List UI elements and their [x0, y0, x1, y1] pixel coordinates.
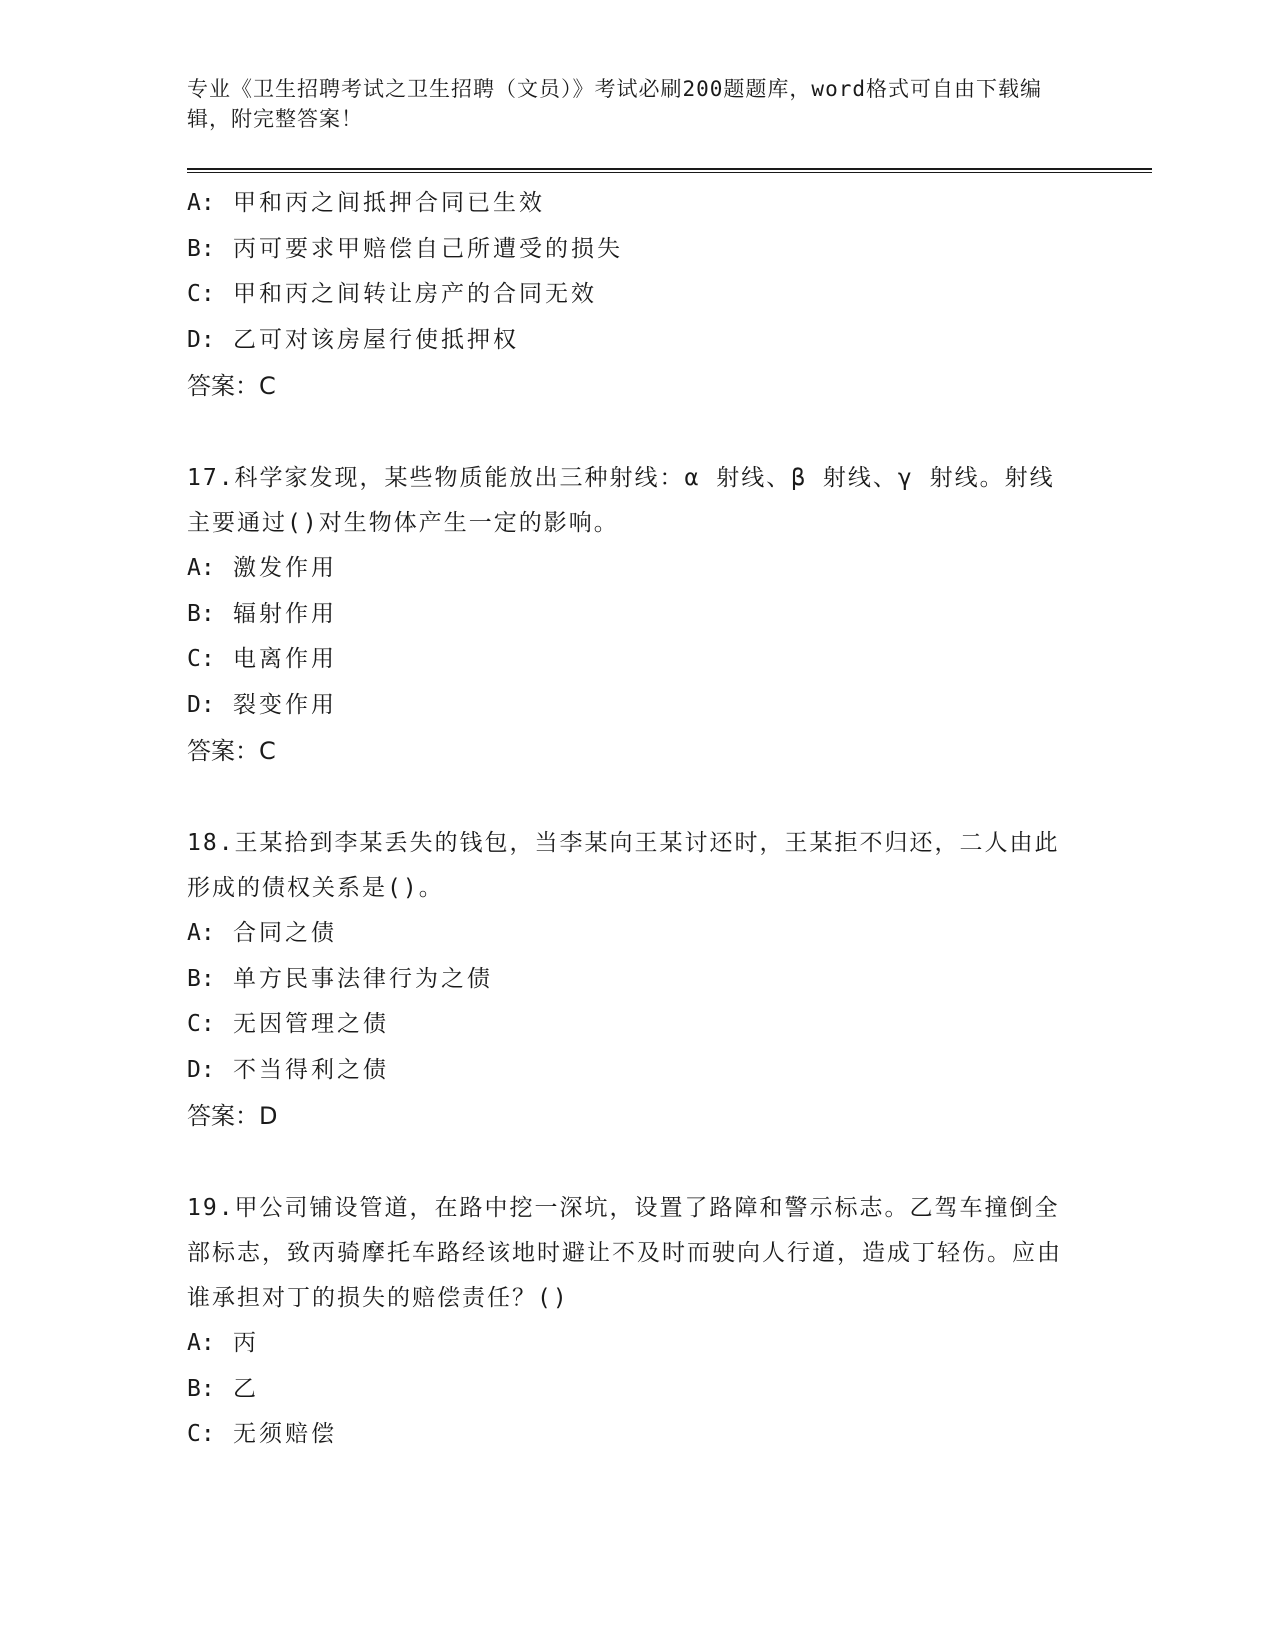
option-c	[187, 1412, 1157, 1458]
option-text: 不当得利之债	[233, 1056, 389, 1083]
option-letter: D:	[187, 1056, 215, 1083]
question-block-19	[187, 1186, 1157, 1458]
option-a	[187, 546, 1157, 592]
question-stem: 19.甲公司铺设管道，在路中挖一深坑，设置了路障和警示标志。乙驾车撞倒全部标志，致丙骑摩托车路经该地时避让不及时而驶向人行道，造成丁轻伤。应由谁承担对丁的损失的赔偿责任？()	[187, 1195, 1062, 1311]
option-b	[187, 227, 1157, 273]
header-divider	[187, 168, 1152, 173]
question-list	[187, 181, 1157, 1458]
option-a	[187, 1321, 1157, 1367]
answer-line: 答案：D	[187, 1102, 278, 1130]
option-text: 激发作用	[233, 555, 337, 581]
option-b	[187, 957, 1157, 1003]
option-letter: A:	[187, 190, 215, 216]
option-text: 丙	[233, 1330, 259, 1356]
option-letter: C:	[187, 1421, 215, 1447]
option-text: 电离作用	[233, 646, 337, 672]
option-text: 乙可对该房屋行使抵押权	[233, 326, 519, 353]
option-letter: B:	[187, 1375, 215, 1402]
option-letter: B:	[187, 600, 215, 627]
option-text: 乙	[233, 1375, 259, 1402]
option-letter: B:	[187, 965, 215, 992]
question-stem: 18.王某拾到李某丢失的钱包，当李某向王某讨还时，王某拒不归还，二人由此形成的债权关系是()。	[187, 830, 1060, 901]
question-block-16	[187, 181, 1157, 409]
option-text: 甲和丙之间抵押合同已生效	[233, 190, 545, 216]
option-b	[187, 1367, 1157, 1413]
question-block-18	[187, 821, 1157, 1139]
option-letter: D:	[187, 691, 215, 718]
option-a	[187, 911, 1157, 957]
option-c	[187, 272, 1157, 318]
option-d	[187, 318, 1157, 364]
option-letter: B:	[187, 235, 215, 262]
option-b	[187, 592, 1157, 638]
question-block-17	[187, 456, 1157, 774]
option-letter: A:	[187, 920, 215, 946]
option-letter: A:	[187, 555, 215, 581]
answer-line: 答案：C	[187, 372, 276, 400]
option-text: 无须赔偿	[233, 1421, 337, 1447]
option-letter: C:	[187, 281, 215, 307]
document-page	[187, 74, 1157, 1505]
option-letter: C:	[187, 646, 215, 672]
document-header: 专业《卫生招聘考试之卫生招聘（文员）》考试必刷200题题库，word格式可自由下载编辑，附完整答案！	[187, 77, 1042, 131]
question-stem: 17.科学家发现，某些物质能放出三种射线：α 射线、β 射线、γ 射线。射线主要通过()对生物体产生一定的影响。	[187, 465, 1055, 536]
option-text: 单方民事法律行为之债	[233, 965, 493, 992]
option-text: 裂变作用	[233, 691, 337, 718]
option-letter: A:	[187, 1330, 215, 1356]
option-d	[187, 683, 1157, 729]
option-letter: D:	[187, 326, 215, 353]
option-d	[187, 1048, 1157, 1094]
option-text: 辐射作用	[233, 600, 337, 627]
option-text: 丙可要求甲赔偿自己所遭受的损失	[233, 235, 623, 262]
option-c	[187, 1002, 1157, 1048]
option-a	[187, 181, 1157, 227]
option-text: 合同之债	[233, 920, 337, 946]
answer-line: 答案：C	[187, 737, 276, 765]
option-text: 无因管理之债	[233, 1011, 389, 1037]
option-letter: C:	[187, 1011, 215, 1037]
option-text: 甲和丙之间转让房产的合同无效	[233, 281, 597, 307]
option-c	[187, 637, 1157, 683]
